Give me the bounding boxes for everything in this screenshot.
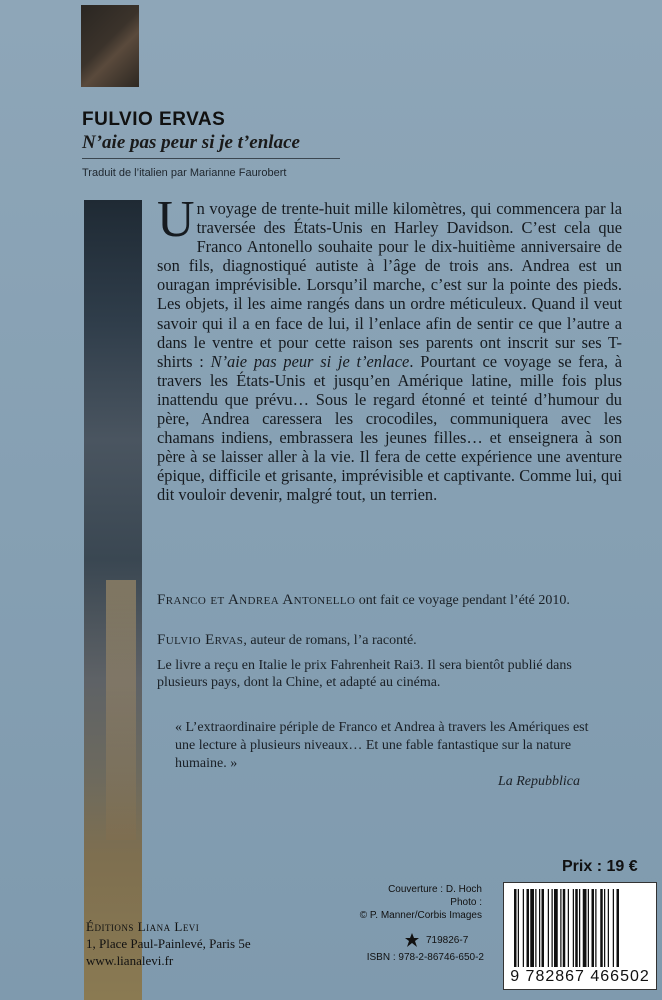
publisher-name: Éditions Liana Levi xyxy=(86,919,200,934)
summary-text-end: . Pourtant ce voyage se fera, à travers les États-Unis et jusqu’en Amérique latine, mille fois plus inattendu que prévu… Sous le regard étonné et teinté d’humour du père, Andrea caressera les crocodiles, communiquera avec les chamans indiens, embrassera les jeunes filles… et enseignera à son père à se laisser aller à la vie. Il fera de cette expérience une aventure épique, difficile et grisante, imprévisible et captivante. Comme lui, qui dit vouloir devenir, malgré tout, un terrien. xyxy=(157,351,622,505)
cover-photo-side xyxy=(84,200,142,1000)
summary-text-start: n voyage de trente-huit mille kilomètres, qui commencera par la traversée des États-Unis en Harley Davidson. C’est cela que Franco Antonello souhaite pour le dix-huitième anniversaire de son fils, diagnostiqué autiste à l’âge de trois ans. Andrea est un ouragan imprévisible. Lorsqu’il marche, c’est sur la pointe des pieds. Les objets, il les aime rangés dans un ordre méticuleux. Quand il veut savoir qui il a en face de lui, il l’enlace afin de sentir ce que l’autre a dans le ventre et pour cette raison ses parents ont inscrit sur ses T-shirts : xyxy=(157,199,622,371)
barcode xyxy=(503,882,657,990)
barcode-bars xyxy=(512,889,648,967)
press-quote-text: « L’extraordinaire périple de Franco et Andrea à travers les Amériques est une lecture à plusieurs niveaux… Et une fable fantastique sur la nature humaine. » xyxy=(175,720,589,771)
publisher-website: www.lianalevi.fr xyxy=(86,953,174,968)
distributor-logo-icon xyxy=(404,932,420,948)
title-divider xyxy=(82,158,340,159)
book-title: N’aie pas peur si je t’enlace xyxy=(82,132,300,153)
info-author-name: Fulvio Ervas xyxy=(157,632,244,648)
info-award: Le livre a reçu en Italie le prix Fahrenheit Rai3. Il sera bientôt publié dans plusieurs pays, dont la Chine, et adapté au cinéma. xyxy=(157,658,572,690)
price-label: Prix : 19 € xyxy=(562,858,638,875)
publisher-block xyxy=(86,918,251,969)
cover-credit: Couverture : D. Hoch xyxy=(388,884,482,895)
press-quote-source: La Repubblica xyxy=(497,774,580,789)
barcode-number: 9 782867 466502 xyxy=(510,968,650,985)
isbn-label: ISBN : 978-2-86746-650-2 xyxy=(366,952,484,963)
info-travelers-names: Franco et Andrea Antonello xyxy=(157,592,356,608)
image-credits xyxy=(332,883,482,922)
distributor-code xyxy=(392,932,484,950)
info-author-text: , auteur de romans, l’a raconté. xyxy=(243,633,417,648)
author-name: FULVIO ERVAS xyxy=(82,109,226,130)
press-quote xyxy=(175,719,595,791)
info-travelers xyxy=(157,592,623,609)
translator-credit: Traduit de l’italien par Marianne Faurobert xyxy=(82,167,287,179)
photo-label: Photo : xyxy=(450,897,482,908)
cover-photo-top xyxy=(81,5,139,87)
publisher-address: 1, Place Paul-Painlevé, Paris 5e xyxy=(86,936,251,951)
photo-credit: © P. Manner/Corbis Images xyxy=(359,910,482,921)
info-travelers-text: ont fait ce voyage pendant l’été 2010. xyxy=(355,593,570,608)
distributor-code-number: 719826-7 xyxy=(426,935,469,946)
summary-italic-title: N’aie pas peur si je t’enlace xyxy=(210,351,410,371)
summary-dropcap: U xyxy=(157,191,195,248)
info-author xyxy=(157,632,623,649)
summary-paragraph xyxy=(157,191,622,505)
